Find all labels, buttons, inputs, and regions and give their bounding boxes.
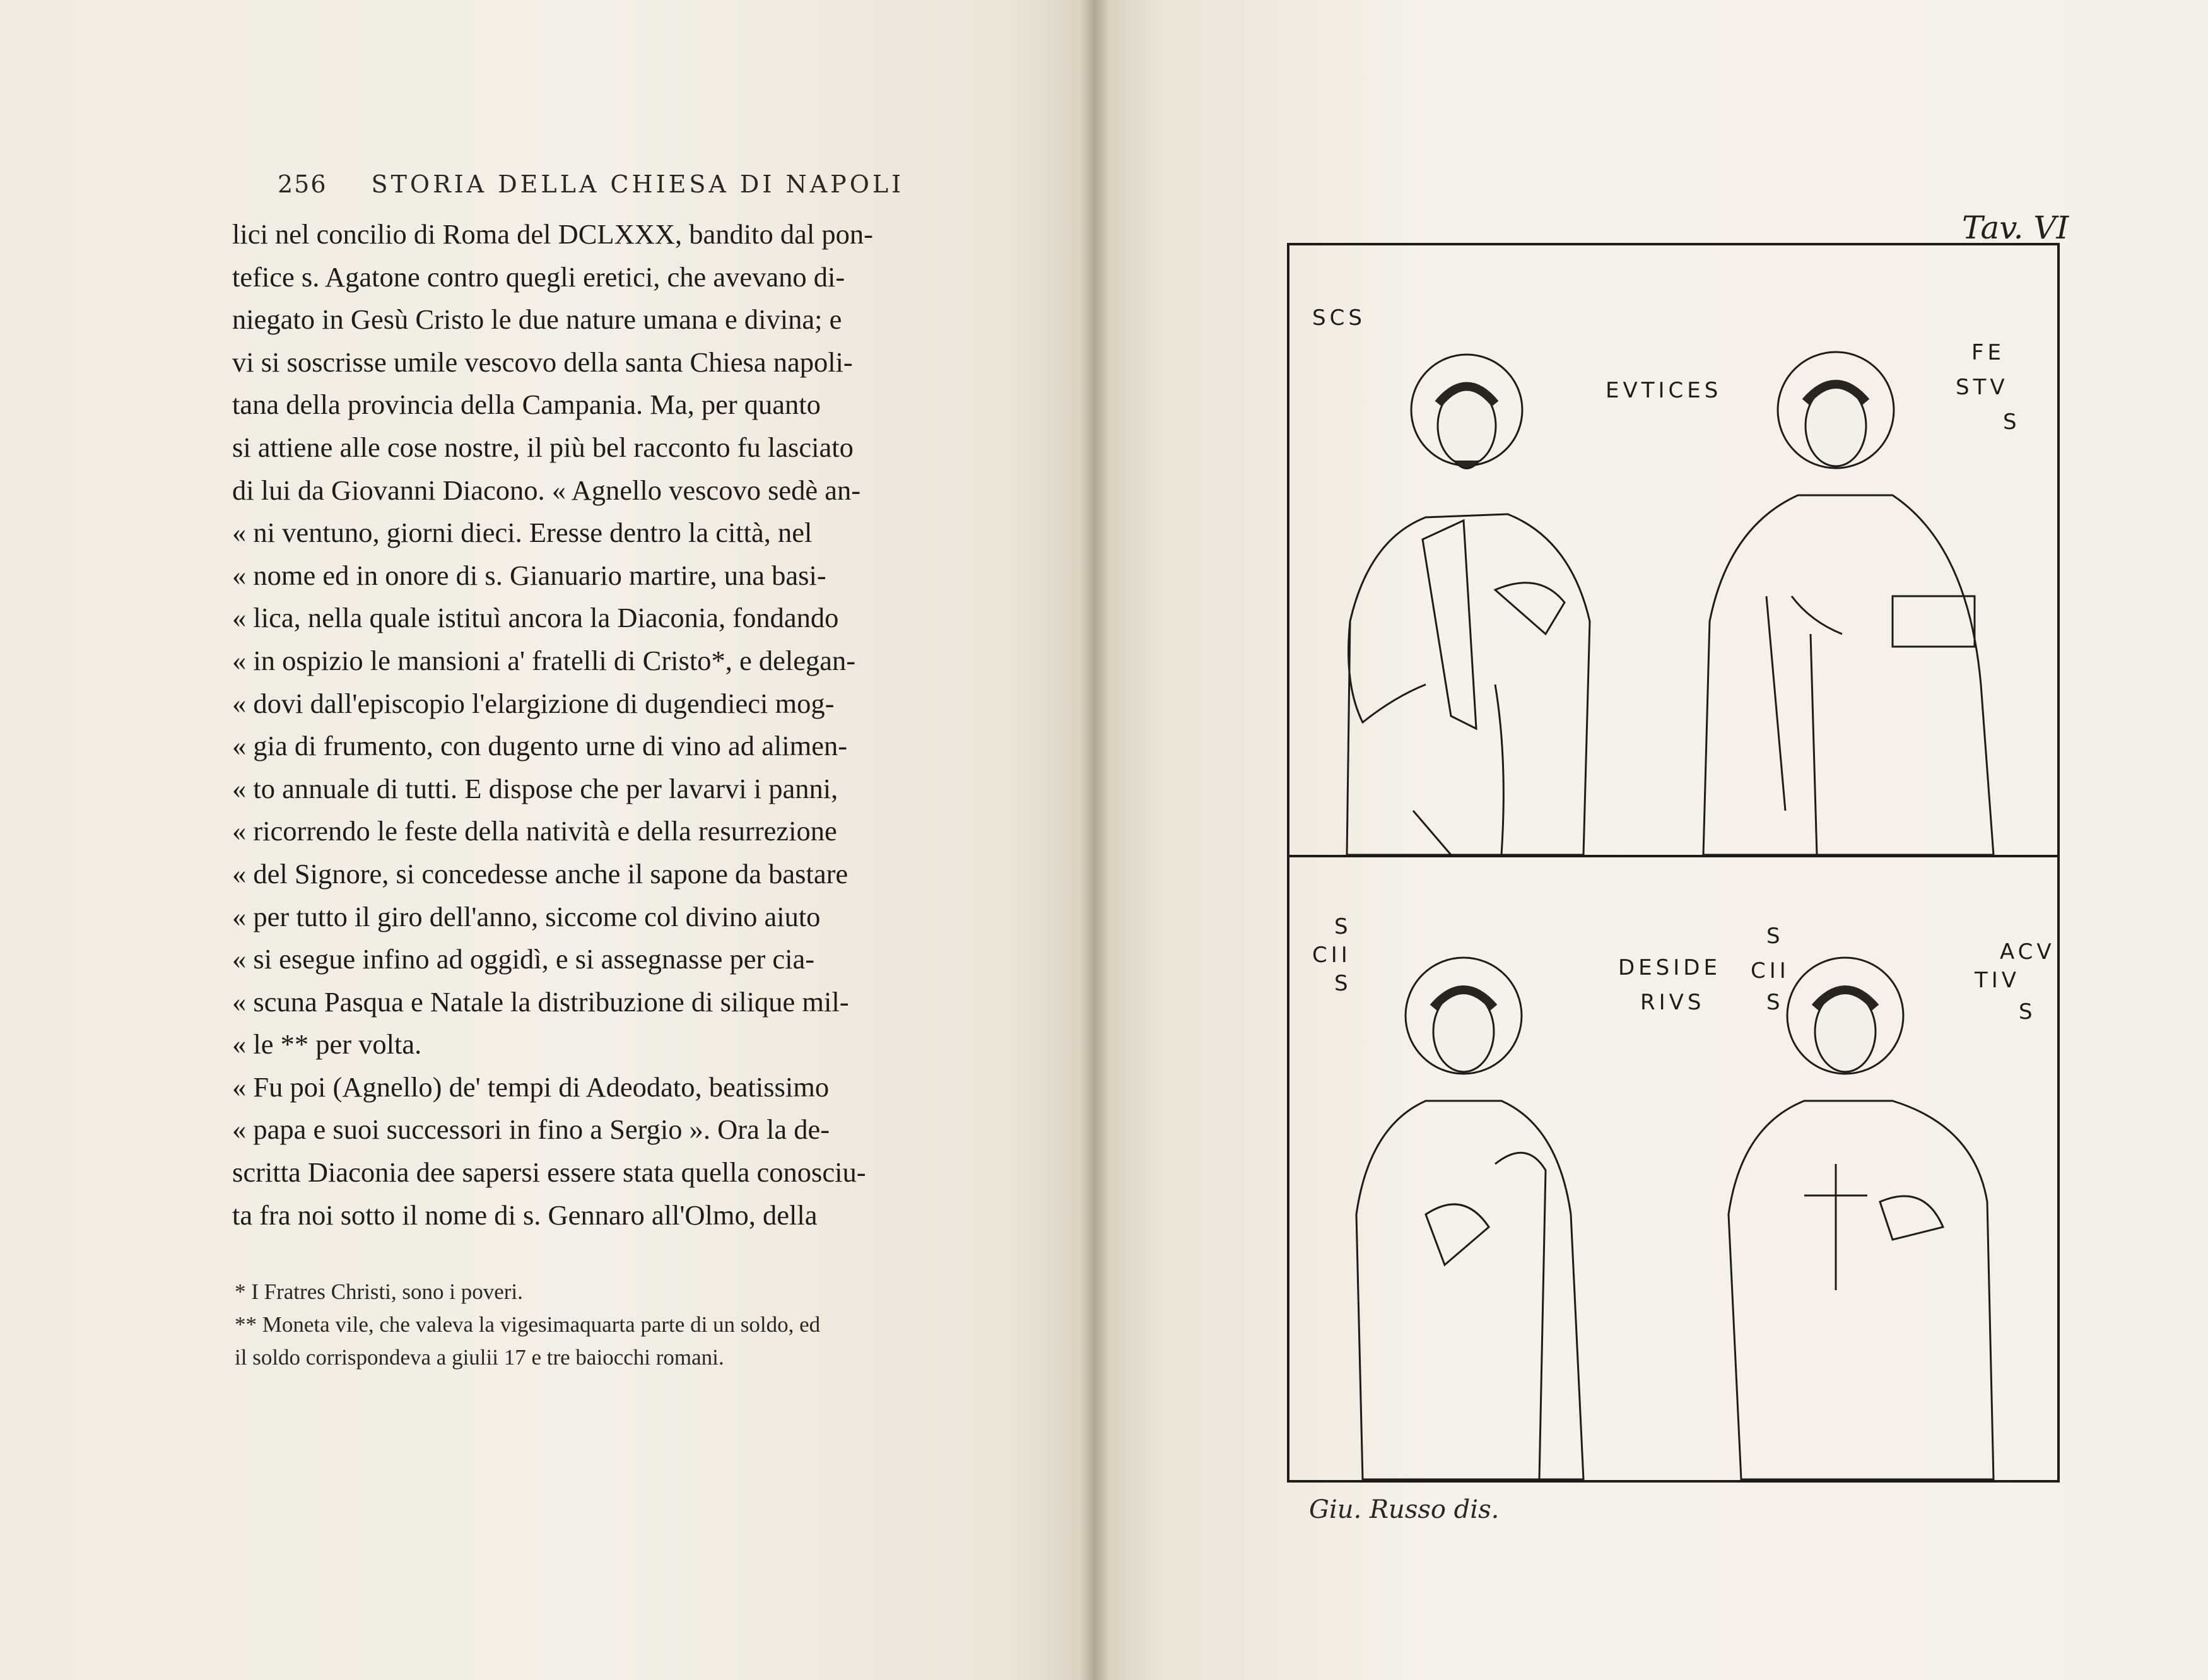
inscription-acutius-3: S xyxy=(2019,999,2036,1025)
running-title: STORIA DELLA CHIESA DI NAPOLI xyxy=(371,170,905,198)
text-line: tefice s. Agatone contro quegli eretici, che avevano di- xyxy=(232,261,845,293)
text-line: « si esegue infino ad oggidì, e si assegnasse per cia- xyxy=(232,943,815,975)
inscription-festus-1: FE xyxy=(1971,340,2005,365)
left-page xyxy=(0,0,1095,1680)
inscription-scs: SCS xyxy=(1312,305,1366,331)
inscription-scs3-3: S xyxy=(1766,990,1784,1015)
text-line: lici nel concilio di Roma del DCLXXX, bandito dal pon- xyxy=(232,218,873,250)
inscription-scs2-1: S xyxy=(1334,914,1352,939)
footnote: il soldo corrispondeva a giulii 17 e tre baiocchi romani. xyxy=(235,1345,724,1370)
inscription-acutius-1: ACV xyxy=(2000,939,2055,965)
saint-figure-bottom-right xyxy=(1729,958,1994,1479)
text-line: di lui da Giovanni Diacono. « Agnello vescovo sedè an- xyxy=(232,474,861,506)
text-line: « ricorrendo le feste della natività e della resurrezione xyxy=(232,815,837,847)
inscription-scs2-3: S xyxy=(1334,971,1352,996)
inscription-acutius-2: TIV xyxy=(1975,968,2021,993)
text-line: « dovi dall'episcopio l'elargizione di dugendieci mog- xyxy=(232,687,835,719)
inscription-festus-2: STV xyxy=(1956,375,2009,400)
plate-label: Tav. VI xyxy=(1962,209,2069,246)
text-line: scritta Diaconia dee sapersi essere stata quella conosciu- xyxy=(232,1156,866,1189)
saint-figure-top-right xyxy=(1703,352,1994,855)
plate-illustration xyxy=(1287,243,2060,1483)
saint-figure-bottom-left xyxy=(1356,958,1583,1479)
text-line: « per tutto il giro dell'anno, siccome col divino aiuto xyxy=(232,900,821,932)
body-text xyxy=(232,213,958,1237)
text-line: vi si soscrisse umile vescovo della santa Chiesa napoli- xyxy=(232,346,853,378)
running-head xyxy=(278,170,972,198)
text-line: si attiene alle cose nostre, il più bel racconto fu lasciato xyxy=(232,431,854,463)
saint-figure-top-left xyxy=(1347,355,1590,855)
inscription-eutices: EVTICES xyxy=(1606,378,1722,403)
text-line: « papa e suoi successori in fino a Sergio ». Ora la de- xyxy=(232,1113,830,1146)
text-line: ta fra noi sotto il nome di s. Gennaro all'Olmo, della xyxy=(232,1199,818,1231)
footnote: * I Fratres Christi, sono i poveri. xyxy=(235,1279,523,1304)
text-line: « Fu poi (Agnello) de' tempi di Adeodato, beatissimo xyxy=(232,1071,830,1103)
text-line: « scuna Pasqua e Natale la distribuzione di silique mil- xyxy=(232,985,849,1018)
text-line: « le ** per volta. xyxy=(232,1028,422,1060)
footnotes xyxy=(235,1276,954,1374)
inscription-festus-3: S xyxy=(2003,409,2021,435)
footnote: ** Moneta vile, che valeva la vigesimaquarta parte di un soldo, ed xyxy=(235,1312,821,1337)
text-line: niegato in Gesù Cristo le due nature umana e divina; e xyxy=(232,303,842,336)
text-line: « to annuale di tutti. E dispose che per lavarvi i panni, xyxy=(232,772,838,804)
text-line: tana della provincia della Campania. Ma, per quanto xyxy=(232,389,821,421)
text-line: « nome ed in onore di s. Gianuario martire, una basi- xyxy=(232,559,826,591)
inscription-desiderius-2: RIVS xyxy=(1640,990,1705,1015)
inscription-scs3-2: CII xyxy=(1751,958,1790,984)
text-line: « lica, nella quale istituì ancora la Diaconia, fondando xyxy=(232,602,839,634)
text-line: « ni ventuno, giorni dieci. Eresse dentro la città, nel xyxy=(232,517,813,549)
page-number: 256 xyxy=(278,170,327,198)
artist-signature: Giu. Russo dis. xyxy=(1309,1495,1500,1524)
inscription-scs2-2: CII xyxy=(1312,943,1351,968)
text-line: « gia di frumento, con dugento urne di vino ad alimen- xyxy=(232,730,848,762)
text-line: « del Signore, si concedesse anche il sapone da bastare xyxy=(232,857,849,890)
plate-border xyxy=(1288,244,2058,1481)
book-gutter xyxy=(1080,0,1109,1680)
inscription-desiderius-1: DESIDE xyxy=(1618,955,1721,980)
inscription-scs3-1: S xyxy=(1766,924,1784,949)
text-line: « in ospizio le mansioni a' fratelli di Cristo*, e delegan- xyxy=(232,644,856,676)
